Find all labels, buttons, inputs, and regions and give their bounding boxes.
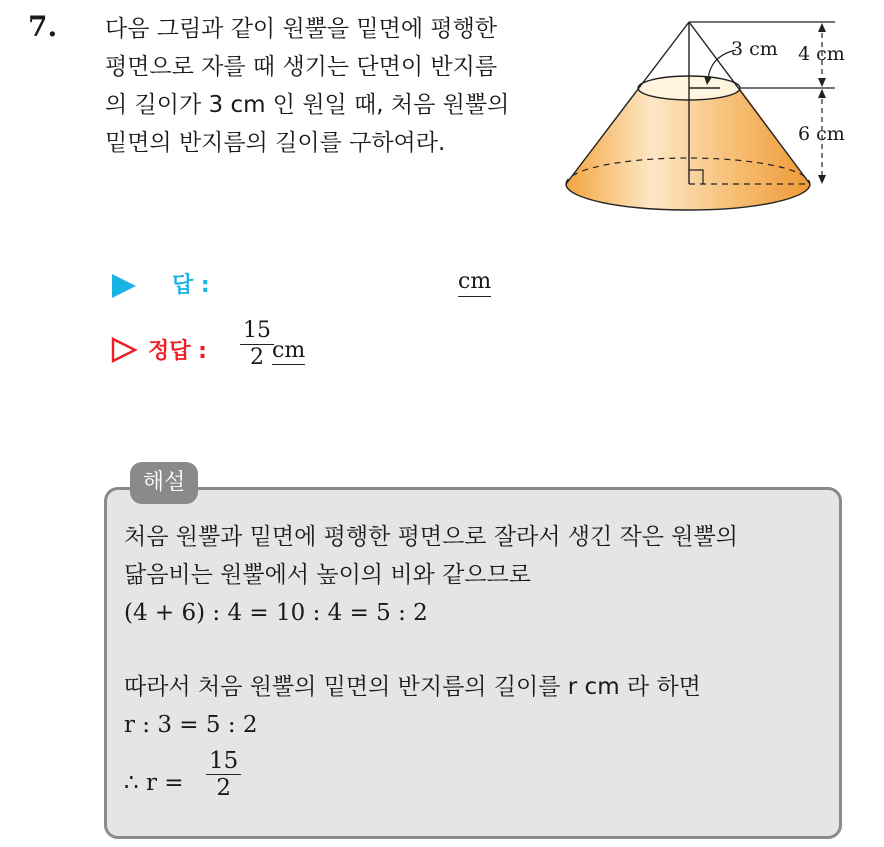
correct-answer-row: [110, 318, 530, 378]
question-text: [105, 10, 555, 162]
bottom-height-label: 6 cm: [798, 123, 845, 145]
fraction-numerator: 15: [243, 318, 271, 343]
solution-text: [124, 518, 738, 744]
correct-play-outline-icon: [110, 336, 138, 364]
fraction-denominator: 2: [216, 775, 231, 801]
solution-line: 처음 원뿔과 밑면에 평행한 평면으로 잘라서 생긴 작은 원뿔의: [124, 524, 738, 550]
solution-line: 닮음비는 원뿔에서 높이의 비와 같으므로: [124, 562, 531, 588]
solution-equation: (4 + 6) : 4 = 10 : 4 = 5 : 2: [124, 600, 428, 626]
question-line: 평면으로 자를 때 생기는 단면이 반지름: [105, 54, 498, 80]
answer-row: [110, 268, 530, 304]
answer-blank-unit[interactable]: cm: [458, 268, 491, 297]
question-number: 7.: [28, 10, 58, 43]
fraction-numerator: 15: [209, 748, 239, 774]
question-line: 밑면의 반지름의 길이를 구하여라.: [105, 130, 446, 156]
question-line: 의 길이가 3 cm 인 원일 때, 처음 원뿔의: [105, 92, 510, 118]
answer-label: 답 :: [172, 273, 210, 298]
correct-answer-label: 정답 :: [148, 339, 207, 364]
solution-conclusion: [124, 748, 424, 812]
conclusion-prefix: ∴ r =: [124, 770, 184, 796]
correct-answer-fraction: [240, 318, 274, 371]
fraction-denominator: 2: [250, 345, 264, 370]
cone-figure: [560, 10, 860, 225]
frustum-body: [566, 88, 810, 210]
solution-line: 따라서 처음 원뿔의 밑면의 반지름의 길이를 r cm 라 하면: [124, 674, 701, 700]
correct-answer-unit: cm: [272, 338, 306, 363]
solution-equation: r : 3 = 5 : 2: [124, 712, 258, 738]
radius-label: 3 cm: [731, 38, 778, 60]
conclusion-fraction: [206, 748, 241, 801]
solution-tab: 해설: [130, 462, 198, 504]
answer-play-icon: [110, 272, 138, 300]
top-height-label: 4 cm: [798, 43, 845, 65]
question-line: 다음 그림과 같이 원뿔을 밑면에 평행한: [105, 16, 498, 42]
